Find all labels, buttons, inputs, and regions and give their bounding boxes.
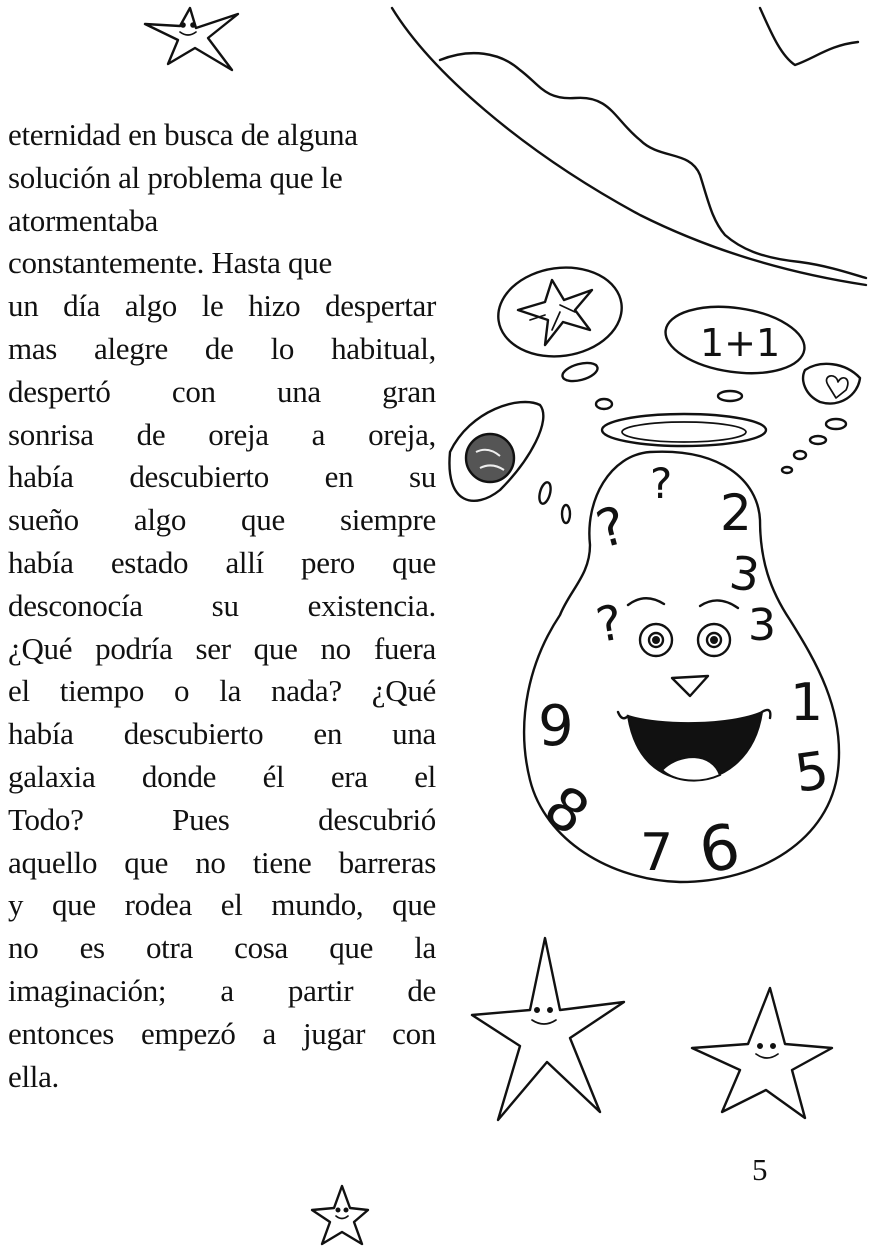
- story-line: no es otra cosa que la: [8, 930, 436, 966]
- svg-text:6: 6: [693, 809, 746, 888]
- story-line: el tiempo o la nada? ¿Qué: [8, 673, 436, 709]
- star-icon: [692, 988, 832, 1118]
- story-line: desconocía su existencia.: [8, 587, 436, 623]
- svg-text:2: 2: [720, 484, 752, 542]
- sum-text: 1+1: [700, 321, 781, 365]
- story-line: un día algo le hizo despertar: [8, 288, 436, 324]
- story-line: mas alegre de lo habitual,: [8, 330, 436, 366]
- story-line: ella.: [8, 1058, 59, 1094]
- story-line: había descubierto en una: [8, 716, 436, 752]
- story-line: y que rodea el mundo, que: [8, 887, 436, 923]
- thought-bubble-star: [492, 260, 627, 364]
- story-line: despertó con una gran: [8, 373, 436, 409]
- story-line: sueño algo que siempre: [8, 502, 436, 538]
- story-line: atormentaba: [8, 202, 158, 238]
- halo: [602, 414, 766, 446]
- story-line: entonces empezó a jugar con: [8, 1015, 436, 1051]
- svg-text:7: 7: [640, 823, 674, 883]
- svg-text:1: 1: [790, 673, 824, 733]
- story-line: eternidad en busca de alguna: [8, 117, 358, 152]
- story-text: [8, 114, 436, 1098]
- svg-text:9: 9: [538, 694, 574, 759]
- svg-text:?: ?: [650, 459, 673, 508]
- star-icon: [472, 938, 624, 1120]
- story-line: Todo? Pues descubrió: [8, 801, 436, 837]
- story-line: solución al problema que le: [8, 159, 343, 195]
- page-number: 5: [752, 1152, 768, 1187]
- svg-text:?: ?: [590, 495, 633, 561]
- thought-bubble-sum: [661, 299, 860, 404]
- planet-drawing: [392, 8, 866, 285]
- story-line: había estado allí pero que: [8, 544, 436, 580]
- star-icon: [145, 8, 238, 70]
- story-line: imaginación; a partir de: [8, 972, 436, 1008]
- story-line: ¿Qué podría ser que no fuera: [8, 630, 436, 666]
- story-line: sonrisa de oreja a oreja,: [8, 416, 436, 452]
- thought-bubble-planet: [449, 402, 543, 501]
- svg-text:3: 3: [748, 600, 776, 651]
- svg-text:3: 3: [726, 545, 764, 603]
- story-line: había descubierto en su: [8, 459, 436, 495]
- clock-character: [524, 452, 839, 888]
- star-icon: [312, 1186, 368, 1244]
- story-line: aquello que no tiene barreras: [8, 844, 436, 880]
- svg-text:?: ?: [592, 594, 627, 654]
- svg-text:8: 8: [532, 771, 602, 849]
- svg-text:5: 5: [791, 740, 833, 805]
- story-line: galaxia donde él era el: [8, 758, 436, 794]
- story-line: constantemente. Hasta que: [8, 245, 332, 281]
